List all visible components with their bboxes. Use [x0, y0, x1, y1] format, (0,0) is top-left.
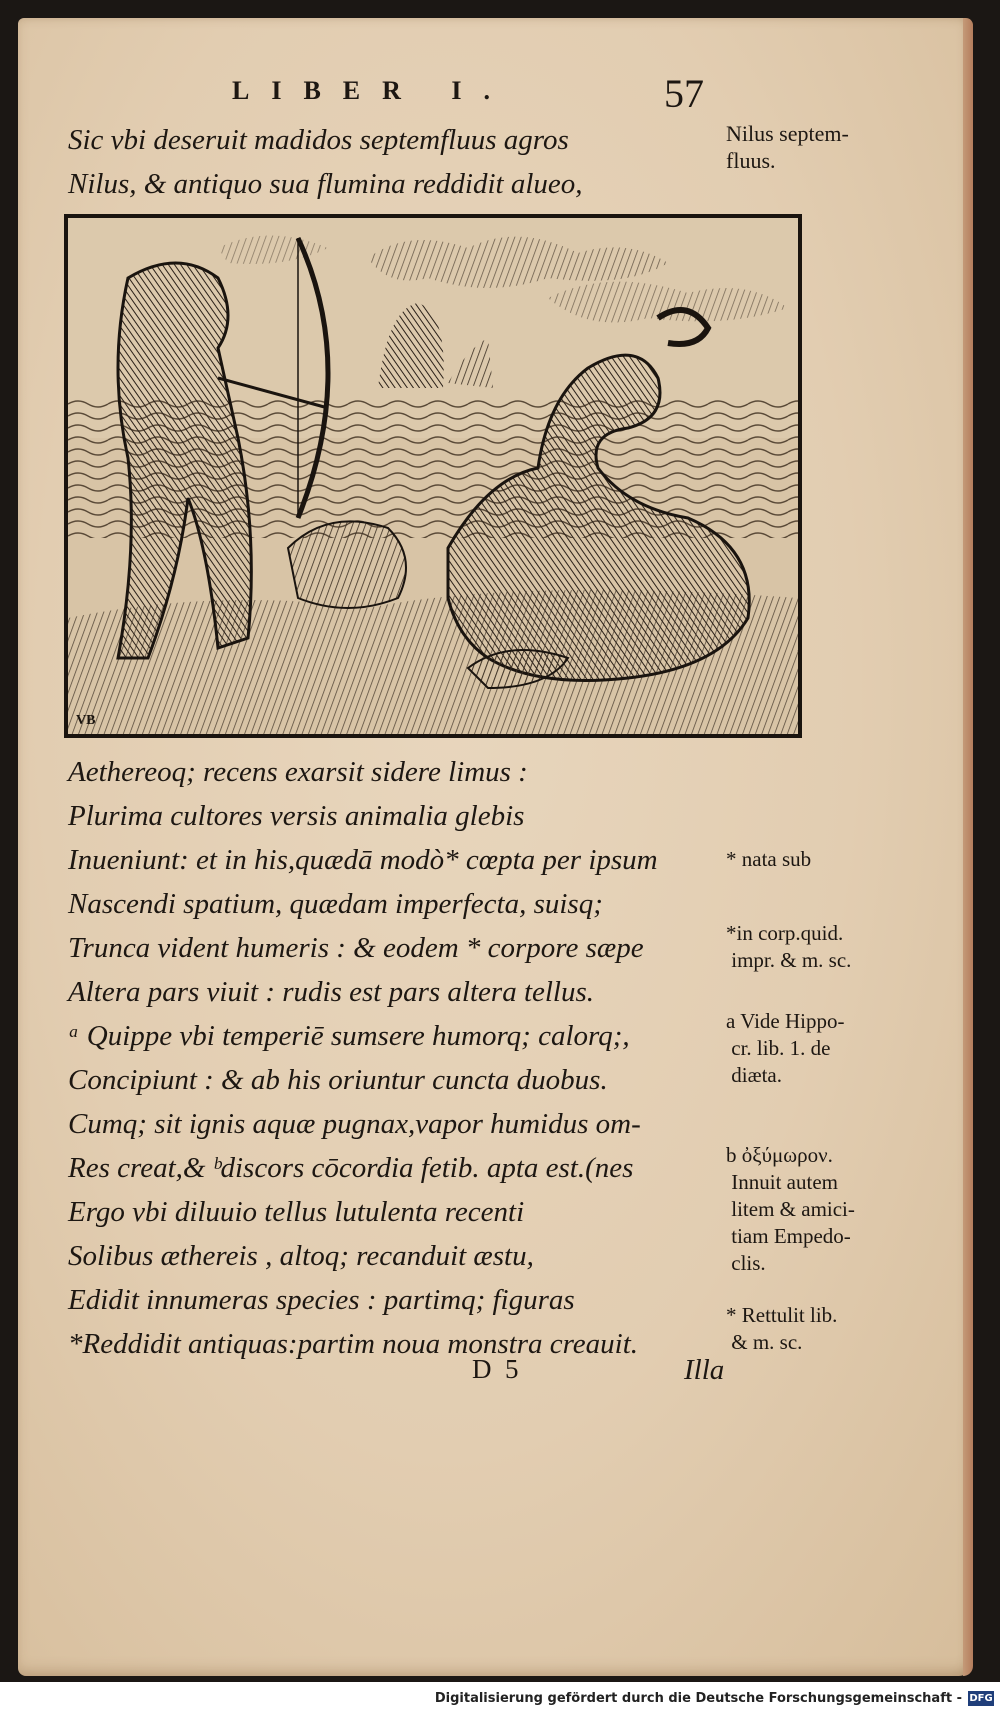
- verse-line: Ergo vbi diluuio tellus lutulenta recenti: [68, 1196, 525, 1228]
- side-note: b ὀξύμωρον. Innuit autem litem & amici- tiam Empedo- clis.: [726, 1143, 855, 1275]
- verse-line: Concipiunt : & ab his oriuntur cuncta duobus.: [68, 1064, 608, 1096]
- verse-line: Nilus, & antiquo sua flumina reddidit alueo,: [68, 168, 583, 200]
- woodcut-illustration: [64, 214, 802, 738]
- running-head: LIBER I.: [232, 76, 513, 105]
- page-number: 57: [664, 71, 704, 116]
- catchword: Illa: [684, 1354, 725, 1386]
- woodcut-apollo-python: [68, 218, 798, 734]
- side-note: a Vide Hippo- cr. lib. 1. de diæta.: [726, 1009, 845, 1087]
- digitization-footer: [0, 1682, 1000, 1712]
- side-note: * Rettulit lib. & m. sc.: [726, 1303, 838, 1354]
- side-note: Nilus septem- fluus.: [726, 121, 849, 173]
- verse-line: Altera pars viuit : rudis est pars altera tellus.: [68, 976, 595, 1008]
- dfg-logo: DFG: [969, 1693, 993, 1704]
- verse-line: Solibus æthereis , altoq; recanduit æstu,: [68, 1240, 534, 1272]
- rock: [288, 521, 406, 608]
- verse-line: Sic vbi deseruit madidos septemfluus agros: [68, 124, 569, 156]
- verse-line: Nascendi spatium, quædam imperfecta, suisq;: [68, 888, 603, 920]
- verse-line: Cumq; sit ignis aquæ pugnax,vapor humidus om-: [68, 1108, 641, 1140]
- signature-mark: D 5: [472, 1354, 519, 1384]
- side-note: *in corp.quid. impr. & m. sc.: [726, 921, 852, 972]
- verse-line: Inueniunt: et in his,quædā modò* cœpta per ipsum: [68, 844, 658, 876]
- verse-line: Trunca vident humeris : & eodem * corpore sæpe: [68, 932, 644, 964]
- verse-line: Edidit innumeras species : partimq; figuras: [68, 1284, 575, 1316]
- side-note: * nata sub: [726, 847, 812, 871]
- verse-line: *Reddidit antiquas:partim noua monstra creauit.: [68, 1328, 639, 1360]
- woodcut-monogram: VB: [76, 713, 96, 728]
- verse-line: Aethereoq; recens exarsit sidere limus :: [68, 756, 528, 788]
- verse-line: ᵃ Quippe vbi temperiē sumsere humorq; calorq;,: [68, 1020, 630, 1052]
- page-edge: [963, 18, 973, 1676]
- verse-line: Plurima cultores versis animalia glebis: [68, 800, 525, 832]
- footer-credit: Digitalisierung gefördert durch die Deutsche Forschungsgemeinschaft -: [434, 1691, 962, 1706]
- verse-line: Res creat,& ᵇdiscors cōcordia fetib. apta est.(nes: [68, 1152, 634, 1184]
